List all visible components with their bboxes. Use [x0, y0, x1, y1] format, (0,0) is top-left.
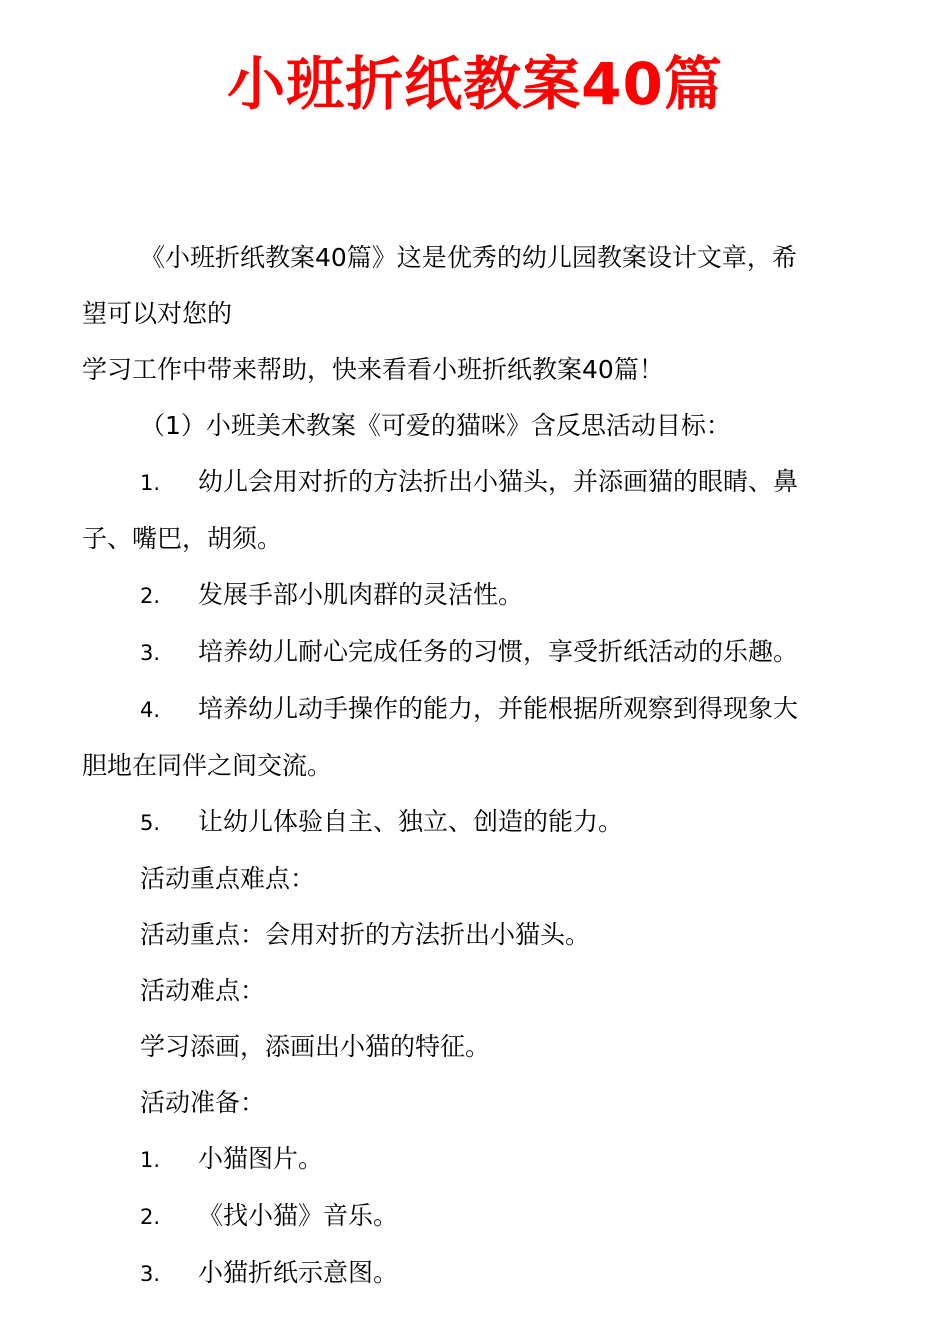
goal-item-2 [82, 567, 872, 624]
goal-number: 2. [140, 584, 161, 608]
key-difficult-heading: 活动重点难点： [140, 864, 316, 893]
goal-number: 3. [140, 641, 161, 665]
goal-text: 发展手部小肌肉群的灵活性。 [198, 580, 524, 609]
goal-item-1-continuation: 子、嘴巴，胡须。 [82, 524, 283, 553]
goal-number: 5. [140, 811, 161, 835]
goal-item-4 [82, 681, 872, 738]
goal-item-4-continuation: 胆地在同伴之间交流。 [82, 751, 333, 780]
goal-item-1 [82, 454, 872, 511]
goal-item-3 [82, 624, 872, 681]
goal-text: 培养幼儿耐心完成任务的习惯，享受折纸活动的乐趣。 [198, 637, 799, 666]
intro-line-3: 学习工作中带来帮助，快来看看小班折纸教案40篇！ [82, 355, 664, 384]
document-body [82, 230, 872, 1302]
prep-item-3 [82, 1245, 872, 1302]
goal-text: 让幼儿体验自主、独立、创造的能力。 [198, 807, 624, 836]
prep-item-2 [82, 1188, 872, 1245]
difficult-heading: 活动难点： [140, 976, 266, 1005]
prep-number: 2. [140, 1205, 161, 1229]
section-heading: （1）小班美术教案《可爱的猫咪》含反思活动目标： [140, 411, 731, 440]
prep-text: 小猫图片。 [198, 1144, 324, 1173]
prep-item-1 [82, 1131, 872, 1188]
prep-text: 《找小猫》音乐。 [198, 1201, 399, 1230]
goal-text: 培养幼儿动手操作的能力，并能根据所观察到得现象大 [198, 694, 799, 723]
prep-heading: 活动准备： [140, 1088, 266, 1117]
difficult-point: 学习添画，添画出小猫的特征。 [140, 1032, 491, 1061]
prep-number: 3. [140, 1262, 161, 1286]
goal-text: 幼儿会用对折的方法折出小猫头，并添画猫的眼睛、鼻 [198, 467, 799, 496]
prep-text: 小猫折纸示意图。 [198, 1258, 399, 1287]
key-point: 活动重点：会用对折的方法折出小猫头。 [140, 920, 591, 949]
intro-line-1: 《小班折纸教案40篇》这是优秀的幼儿园教案设计文章，希 [140, 243, 797, 272]
prep-number: 1. [140, 1148, 161, 1172]
document-title: 小班折纸教案40篇 [227, 50, 723, 118]
goal-number: 4. [140, 698, 161, 722]
goal-number: 1. [140, 471, 161, 495]
intro-line-2: 望可以对您的 [82, 299, 233, 328]
goal-item-5 [82, 794, 872, 851]
